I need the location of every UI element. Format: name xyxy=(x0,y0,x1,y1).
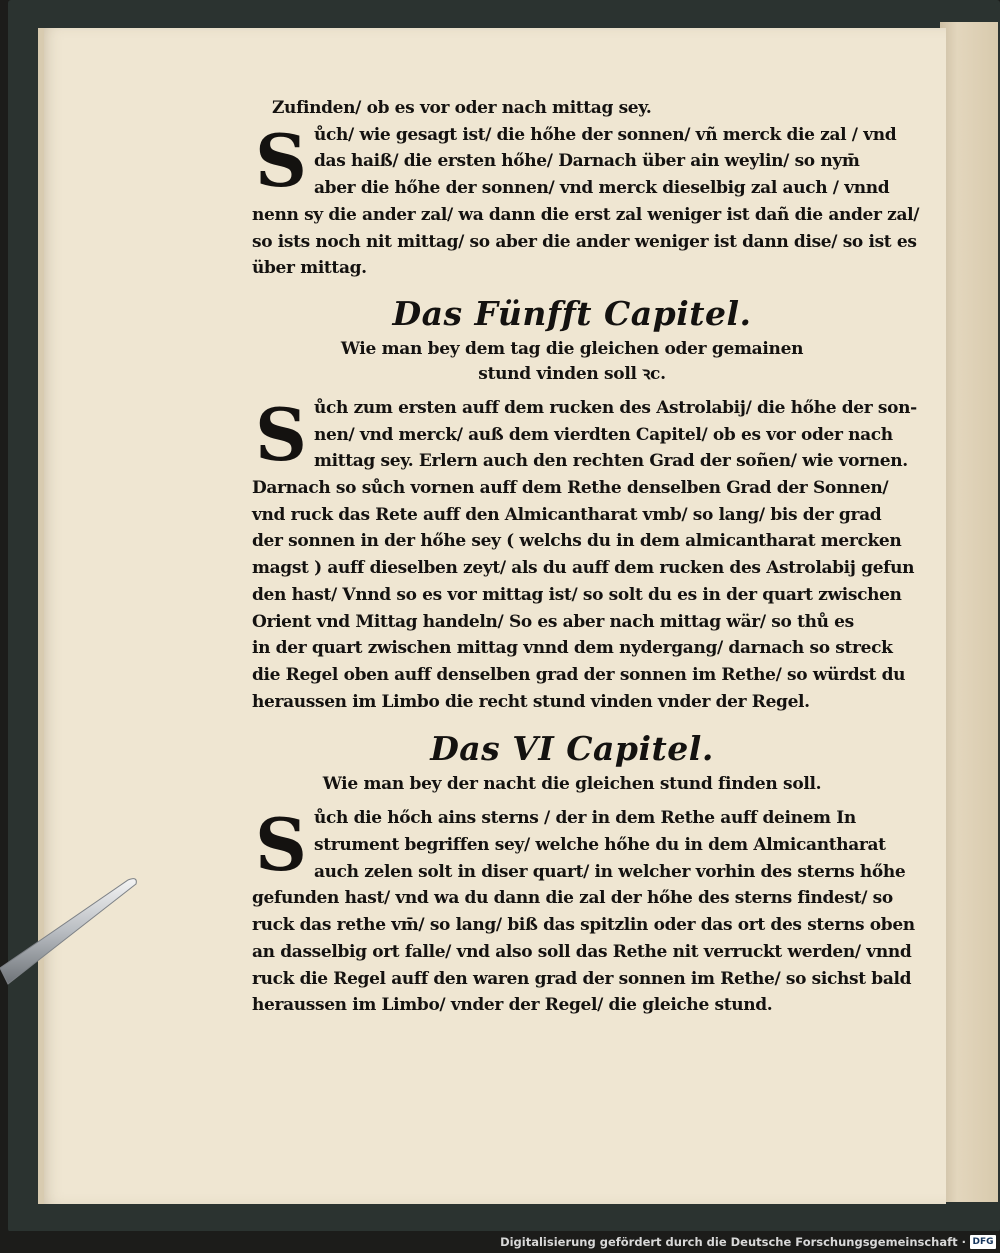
chapter-heading: Das VI Capitel. xyxy=(430,729,714,769)
page-gutter xyxy=(38,28,44,1204)
text-line: auch zelen solt in diser quart/ in welcher vorhin des sterns hőhe xyxy=(314,861,906,882)
chapter-heading: Das Fünfft Capitel. xyxy=(392,293,752,333)
text-line: der sonnen in der hőhe sey ( welchs du in dem almicantharat mercken xyxy=(252,531,902,552)
chapter-subtitle: stund vinden soll ꝛc. xyxy=(478,363,666,384)
decorated-initial: S xyxy=(255,802,307,888)
text-line: aber die hőhe der sonnen/ vnd merck dieselbig zal auch / vnnd xyxy=(314,178,890,199)
dfg-logo: DFG xyxy=(970,1235,996,1249)
text-line: in der quart zwischen mittag vnnd dem nydergang/ darnach so streck xyxy=(252,638,893,659)
decorated-initial: S xyxy=(255,391,307,477)
pointer-stick xyxy=(0,876,150,986)
text-line: Zufinden/ ob es vor oder nach mittag sey. xyxy=(272,98,652,118)
text-line: nen/ vnd merck/ auß dem vierdten Capitel/ ob es vor oder nach xyxy=(314,424,893,445)
text-line: strument begriffen sey/ welche hőhe du in dem Almicantharat xyxy=(314,835,886,856)
paragraph-ob-vor-nach-mittag xyxy=(252,95,920,282)
text-line: ruck das rethe vm̄/ so lang/ biß das spitzlin oder das ort des sterns oben xyxy=(252,915,915,936)
text-line: ůch/ wie gesagt ist/ die hőhe der sonnen/ vñ merck die zal / vnd xyxy=(314,124,897,145)
paragraph-chapter5 xyxy=(252,391,917,715)
funding-notice: Digitalisierung gefördert durch die Deutsche Forschungsgemeinschaft · xyxy=(500,1235,966,1249)
text-line: magst ) auff dieselben zeyt/ als du auff dem rucken des Astrolabij gefun xyxy=(252,558,915,579)
text-line: nenn sy die ander zal/ wa dann die erst zal weniger ist dañ die ander zal/ xyxy=(252,204,920,225)
text-line: heraussen im Limbo die recht stund vinden vnder der Regel. xyxy=(252,691,810,712)
page-edge xyxy=(940,22,998,1202)
text-line: den hast/ Vnnd so es vor mittag ist/ so solt du es in der quart zwischen xyxy=(252,584,902,605)
text-line: heraussen im Limbo/ vnder der Regel/ die gleiche stund. xyxy=(252,995,773,1016)
text-line: über mittag. xyxy=(252,258,367,279)
text-line: ůch die hőch ains sterns / der in dem Rethe auff deinem In xyxy=(314,808,856,829)
text-line: Orient vnd Mittag handeln/ So es aber nach mittag wär/ so thů es xyxy=(252,611,854,632)
text-line: gefunden hast/ vnd wa du dann die zal der hőhe des sterns findest/ so xyxy=(252,888,893,909)
page-text xyxy=(252,95,920,1019)
decorated-initial: S xyxy=(255,118,307,203)
text-line: vnd ruck das Rete auff den Almicantharat vmb/ so lang/ bis der grad xyxy=(252,504,882,525)
text-line: das haiß/ die ersten hőhe/ Darnach über ain weylin/ so nym̄ xyxy=(314,151,860,172)
text-line: mittag sey. Erlern auch den rechten Grad der soñen/ wie vornen. xyxy=(314,451,908,472)
text-line: ůch zum ersten auff dem rucken des Astrolabij/ die hőhe der son- xyxy=(314,397,917,418)
chapter-subtitle: Wie man bey dem tag die gleichen oder gemainen xyxy=(340,338,804,359)
text-line: die Regel oben auff denselben grad der sonnen im Rethe/ so würdst du xyxy=(252,664,906,685)
paragraph-chapter6 xyxy=(252,802,915,1019)
text-line: so ists noch nit mittag/ so aber die ander weniger ist dann dise/ so ist es xyxy=(252,231,917,252)
chapter-subtitle: Wie man bey der nacht die gleichen stund finden soll. xyxy=(322,774,822,795)
text-line: ruck die Regel auff den waren grad der sonnen im Rethe/ so sichst bald xyxy=(252,968,912,989)
footer-bar xyxy=(0,1231,1000,1253)
text-line: Darnach so sůch vornen auff dem Rethe denselben Grad der Sonnen/ xyxy=(252,478,889,499)
text-line: an dasselbig ort falle/ vnd also soll das Rethe nit verruckt werden/ vnnd xyxy=(252,941,912,962)
